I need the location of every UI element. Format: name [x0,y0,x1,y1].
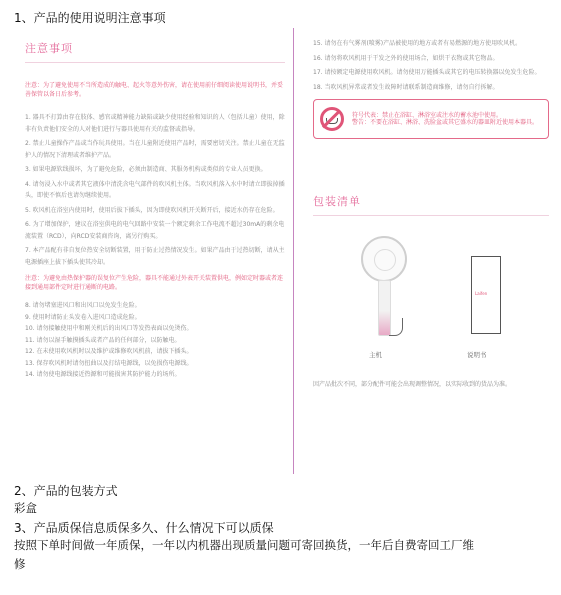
quality-heading: 3、产品质保信息质保多久、什么情况下可以质保 [14,521,274,535]
note-item: 12. 在未使用吹风机时以及维护或维修吹风机前，请拔下插头。 [25,348,193,355]
notes-list-a [25,112,285,268]
note-item: 5. 吹风机在浴室内使用时，使用后拔下插头，因为即使吹风机开关断开后，接近水仍存在危险。 [25,206,279,214]
bathtub-warning-box [313,99,549,139]
note-item: 14. 请勿使电源线接近热源和可能损害其防护能力的场所。 [25,371,181,378]
note-item: 4. 请勿浸入水中或者其它液体中清洗含电气部件的吹风机主体。当吹风机落入水中时请立即拔掉插头，即使不慎后也请勿继续使用。 [25,180,285,199]
column-divider [293,28,294,474]
packaging-value: 彩盒 [14,501,37,515]
note-item: 16. 请勿将吹风机用于干发之外的使用场合，如烘干衣物或其它物品。 [313,54,499,62]
notes-list-c [313,38,549,93]
manual-caption: 说明书 [467,351,487,359]
title-rule [25,62,285,63]
packaging-heading: 2、产品的包装方式 [14,484,118,498]
manual-left-column [25,28,285,474]
manual-booklet-image [471,256,501,334]
note-item: 2. 禁止儿童操作产品或当作玩具使用。当在儿童附近使用产品时，需要密切关注。禁止儿童在无监护人的情况下清理或者维护产品。 [25,140,285,159]
usage-heading: 1、产品的使用说明注意事项 [14,11,166,25]
note-item: 1. 器具不打算由存在肢体、感官或精神能力缺陷或缺少使用经验和知识的人（包括儿童）使用，除非有负责他们安全的人对他们进行与器具使用有关的监督或指导。 [25,114,285,133]
note-item: 13. 保存吹风机时请勿扭曲以及打结电源线，以免损伤电源线。 [25,359,193,367]
warning-text-b: 注意：为避免由热保护器的误复位产生危险，器具不能通过外表开关装置供电，例如定时器或者连接到通用部件定时进行通断的电路。 [25,275,284,291]
warranty-text-line-1: 按照下单时间做一年质保，一年以内机器出现质量问题可寄回换货，一年后自费寄回工厂维 [14,538,474,552]
note-item: 3. 如果电源软线损坏，为了避免危险，必须由制造商、其服务机构或类似的专业人员更换。 [25,166,267,173]
booklet-logo: Laifen [475,291,488,296]
packing-items [313,226,549,376]
note-item: 17. 请按额定电源使用吹风机。请勿使用万能插头或其它的电压转换器以免发生危险。 [313,69,541,76]
manual-right-column [313,28,549,474]
note-item: 10. 请勿接触使用中和刚关机后的出风口等发热表面以免烫伤。 [25,325,193,332]
warranty-text-line-2: 修 [14,557,26,571]
note-item: 9. 使用时请防止头发卷入进风口造成危险。 [25,313,141,321]
notice-title: 注意事项 [25,42,73,55]
note-item: 11. 请勿以湿手触摸插头或者产品的任何部分，以防触电。 [25,336,181,344]
note-item: 6. 为了增加保护，建议在浴室供电的电气回路中安装一个额定剩余工作电流不超过30mA的剩余电流装置（RCD），向RCD安装商咨询，离另行购买。 [25,221,285,240]
note-item: 7. 本产品配有非自复位热安全切断装置，用于防止过热情况发生。如果产品由于过热切断，请从主电源插座上拔下插头使其冷却。 [25,247,285,266]
bathtub-warning-text [352,112,538,127]
note-item: 15. 请勿在有气雾剂(喷雾)产品被使用的地方或者有易燃源的地方使用吹风机。 [313,40,522,47]
packing-note: 因产品批次不同，部分配件可能会出现调整情况，以实际收到的货品为准。 [313,381,512,388]
packing-rule [313,215,549,216]
packing-list-title: 包装清单 [313,195,361,208]
note-item: 18. 当吹风机异常或者发生故障时请联系制造商维修，请勿自行拆解。 [313,83,499,91]
notes-list-b [25,300,285,381]
main-unit-caption: 主机 [369,351,382,359]
symbol-meaning: 符号代表：禁止在浴缸、淋浴室或注水的蓄水池中使用。 [352,111,503,119]
manual-sheet [25,28,549,474]
note-item: 8. 请勿堵塞进风口和出风口以免发生危险。 [25,302,141,309]
no-bathtub-icon [320,107,344,131]
warning-text: 注意：为了避免使用不当所造成的触电、起火等意外伤害，请在使用前仔细阅读使用说明书，并妥善保管以备日后参考。 [25,82,284,98]
bathtub-warning: 警告：不要在浴缸、淋浴、洗脸盆或其它盛水的器皿附近使用本器具。 [352,119,539,126]
